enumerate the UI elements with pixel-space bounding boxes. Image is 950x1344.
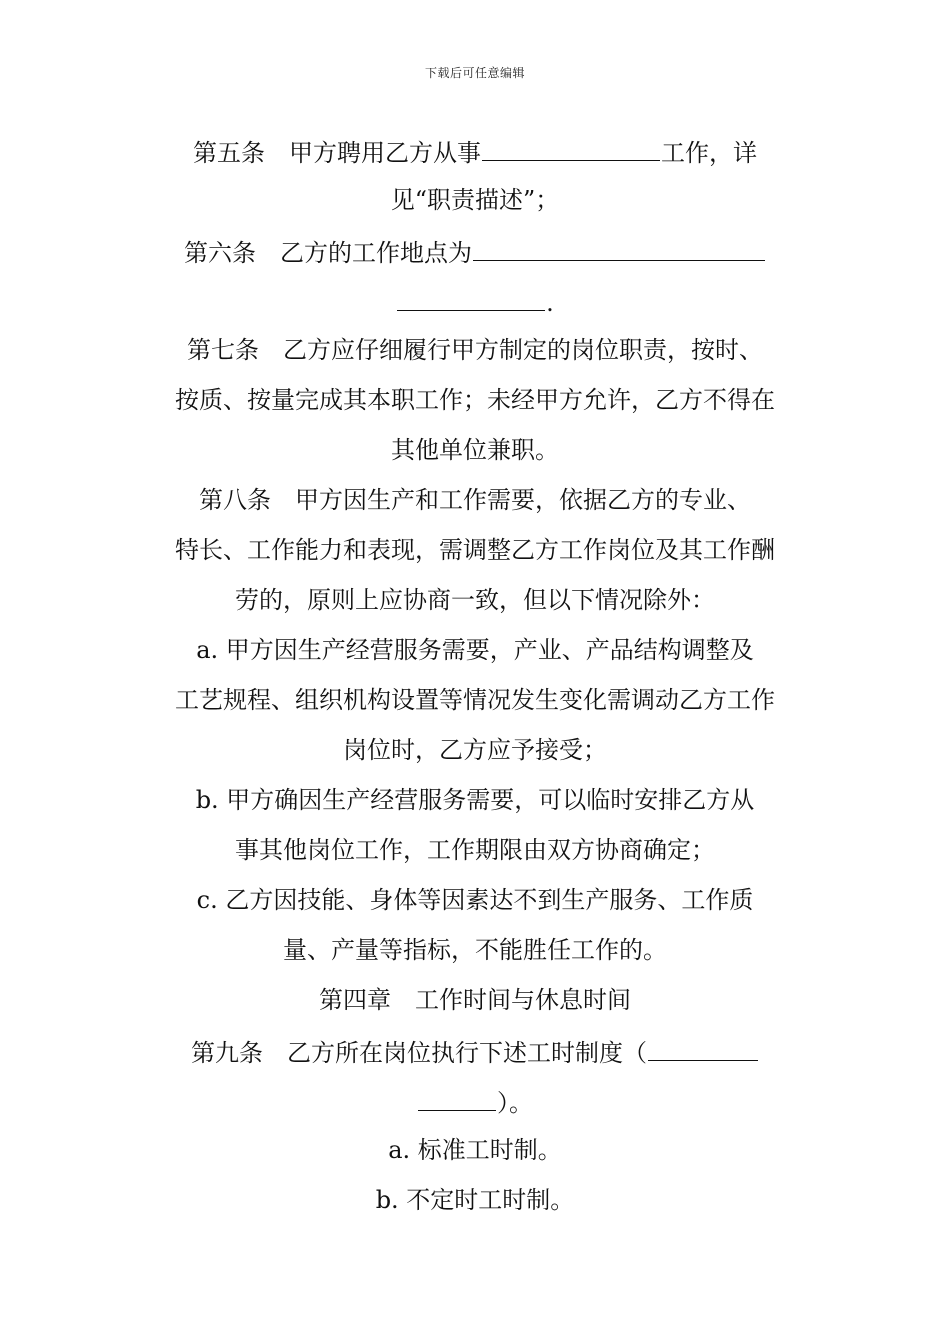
article-8-line-3: 劳的，原则上应协商一致，但以下情况除外： — [235, 586, 715, 614]
item-a-line-3: 岗位时，乙方应予接受； — [343, 736, 607, 764]
article-5-text-b: 工作，详 — [661, 139, 757, 167]
hours-system-blank-2 — [418, 1084, 496, 1111]
item-c-line-1: c. 乙方因技能、身体等因素达不到生产服务、工作质 — [196, 886, 754, 914]
article-9-text-a: 第九条 乙方所在岗位执行下述工时制度（ — [191, 1039, 647, 1067]
article-8-line-2: 特长、工作能力和表现，需调整乙方工作岗位及其工作酬 — [175, 536, 775, 564]
article-6-text-a: 第六条 乙方的工作地点为 — [184, 239, 472, 267]
article-9-line-1 — [120, 1034, 830, 1069]
article-7-line-3: 其他单位兼职。 — [391, 436, 559, 464]
job-blank — [482, 134, 660, 161]
hours-system-blank-1 — [648, 1034, 758, 1061]
article-7-line-2: 按质、按量完成其本职工作；未经甲方允许，乙方不得在 — [175, 386, 775, 414]
article-5-line-2: 见“职责描述”； — [390, 186, 560, 214]
item-b-line-1: b. 甲方确因生产经营服务需要，可以临时安排乙方从 — [195, 786, 755, 814]
article-5-text-a: 第五条 甲方聘用乙方从事 — [193, 139, 481, 167]
option-b: b. 不定时工时制。 — [375, 1186, 575, 1214]
article-6-line-2 — [120, 284, 830, 319]
article-5-line-1 — [120, 134, 830, 169]
option-a: a. 标准工时制。 — [388, 1136, 562, 1164]
item-c-line-2: 量、产量等指标，不能胜任工作的。 — [283, 936, 667, 964]
article-6-line-1 — [120, 234, 830, 269]
article-9-text-b: ）。 — [497, 1089, 533, 1117]
article-7-line-1: 第七条 乙方应仔细履行甲方制定的岗位职责，按时、 — [187, 336, 763, 364]
item-a-line-2: 工艺规程、组织机构设置等情况发生变化需调动乙方工作 — [175, 686, 775, 714]
page-header: 下载后可任意编辑 — [424, 66, 525, 80]
article-8-line-1: 第八条 甲方因生产和工作需要，依据乙方的专业、 — [199, 486, 751, 514]
item-a-line-1: a. 甲方因生产经营服务需要，产业、产品结构调整及 — [196, 636, 754, 664]
workplace-blank-2 — [397, 284, 545, 311]
article-9-line-2 — [120, 1084, 830, 1119]
workplace-blank-1 — [473, 234, 765, 261]
chapter-4-heading: 第四章 工作时间与休息时间 — [319, 986, 631, 1014]
item-b-line-2: 事其他岗位工作，工作期限由双方协商确定； — [235, 836, 715, 864]
article-6-end: . — [546, 289, 554, 317]
